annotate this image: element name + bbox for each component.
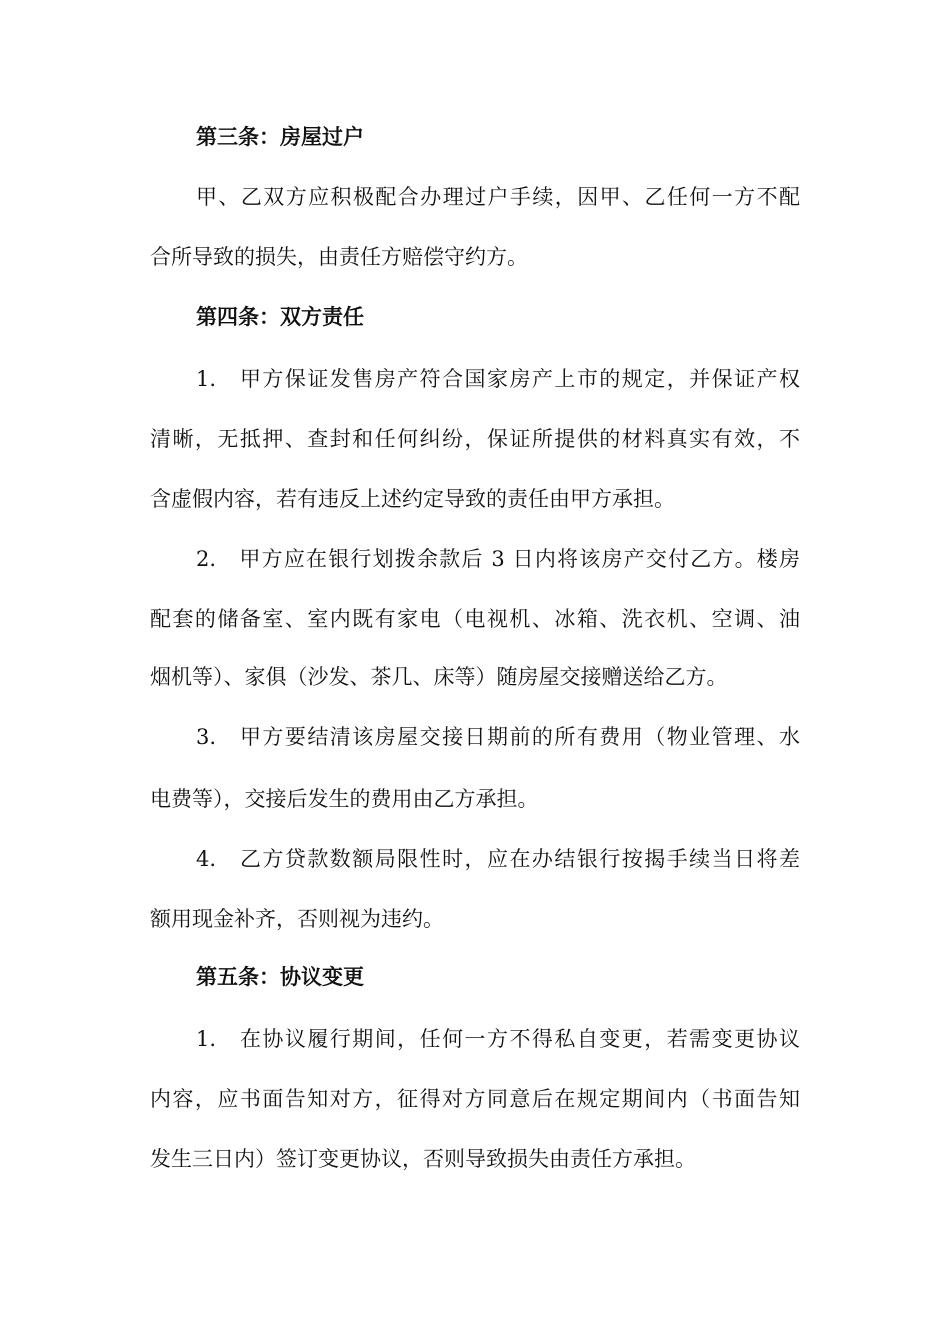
article-4-heading: 第四条：双方责任 (196, 304, 364, 329)
article-4-item-1-line: 清晰，无抵押、查封和任何纠纷，保证所提供的材料真实有效，不 (150, 427, 800, 451)
article-5-item-1-line: 1. 在协议履行期间，任何一方不得私自变更，若需变更协议 (196, 1027, 800, 1051)
article-4-item-2-line: 2. 甲方应在银行划拨余款后 3 日内将该房产交付乙方。楼房 (196, 547, 800, 571)
article-5-item-1-line: 内容，应书面告知对方，征得对方同意后在规定期间内（书面告知 (150, 1087, 800, 1111)
article-4-item-3-line: 电费等），交接后发生的费用由乙方承担。 (150, 787, 539, 811)
article-4-item-4-line: 额用现金补齐，否则视为违约。 (150, 907, 444, 931)
article-4-item-3-line: 3. 甲方要结清该房屋交接日期前的所有费用（物业管理、水 (196, 725, 800, 749)
article-4-item-1-line: 含虚假内容，若有违反上述约定导致的责任由甲方承担。 (150, 487, 675, 511)
article-4-item-4-line: 4. 乙方贷款数额局限性时，应在办结银行按揭手续当日将差 (196, 847, 800, 871)
article-3-heading: 第三条：房屋过户 (196, 124, 364, 149)
article-4-item-2-line: 烟机等）、家俱（沙发、茶几、床等）随房屋交接赠送给乙方。 (150, 665, 728, 689)
article-5-item-1-line: 发生三日内）签订变更协议，否则导致损失由责任方承担。 (150, 1147, 696, 1171)
article-4-item-2-line: 配套的储备室、室内既有家电（电视机、冰箱、洗衣机、空调、油 (150, 607, 800, 631)
article-5-heading: 第五条：协议变更 (196, 964, 364, 989)
article-3-paragraph-line: 甲、乙双方应积极配合办理过户手续，因甲、乙任何一方不配 (196, 185, 800, 209)
article-3-paragraph-line: 合所导致的损失，由责任方赔偿守约方。 (150, 245, 528, 269)
article-4-item-1-line: 1. 甲方保证发售房产符合国家房产上市的规定，并保证产权 (196, 367, 800, 391)
